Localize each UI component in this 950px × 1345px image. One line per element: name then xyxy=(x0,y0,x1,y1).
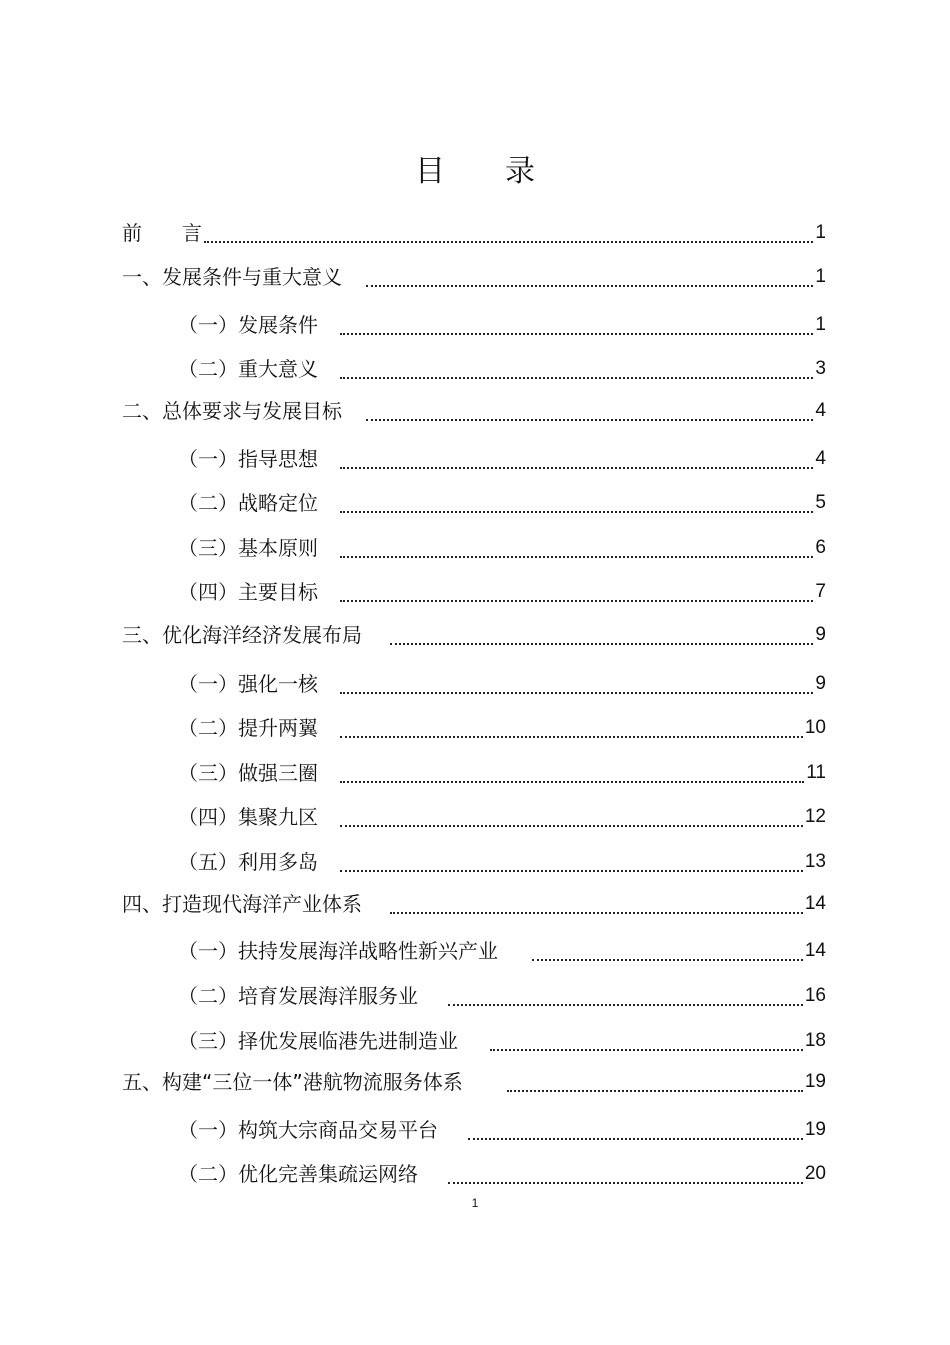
toc-entry-page: 5 xyxy=(815,492,826,513)
toc-leader-dots xyxy=(340,803,803,831)
toc-leader-dots xyxy=(340,489,813,517)
page-title: 目录 xyxy=(415,154,595,189)
toc-entry-label: （四）主要目标 xyxy=(178,580,318,604)
toc-entry-page: 3 xyxy=(815,358,826,379)
toc-entry-label: （一）指导思想 xyxy=(178,447,318,471)
toc-leader-dots xyxy=(340,670,813,698)
toc-entry-page: 9 xyxy=(815,624,826,645)
toc-entry-label: （一）强化一核 xyxy=(178,672,318,696)
toc-entry[interactable] xyxy=(178,311,826,339)
toc-entry-page: 19 xyxy=(804,1119,826,1140)
toc-entry-page: 11 xyxy=(806,762,826,783)
toc-entry-label: （三）做强三圈 xyxy=(178,761,318,785)
toc-entry[interactable] xyxy=(122,890,826,918)
toc-leader-dots xyxy=(390,890,803,918)
toc-leader-dots xyxy=(340,714,803,742)
toc-leader-dots xyxy=(340,848,803,876)
toc-leader-dots xyxy=(448,982,803,1010)
toc-entry-label: 三、优化海洋经济发展布局 xyxy=(122,623,362,647)
toc-entry-page: 14 xyxy=(804,940,826,961)
toc-entry[interactable] xyxy=(178,355,826,383)
toc-leader-dots xyxy=(340,311,813,339)
toc-entry-label: 二、总体要求与发展目标 xyxy=(122,399,342,423)
toc-entry-page: 20 xyxy=(804,1163,826,1184)
toc-entry[interactable] xyxy=(178,578,826,606)
toc-entry[interactable] xyxy=(178,982,826,1010)
toc-entry[interactable] xyxy=(178,1027,826,1055)
toc-entry-label: （三）基本原则 xyxy=(178,536,318,560)
toc-leader-dots xyxy=(532,937,803,965)
toc-entry-page: 14 xyxy=(804,893,826,914)
toc-entry-label: 一、发展条件与重大意义 xyxy=(122,265,342,289)
toc-entry[interactable] xyxy=(178,670,826,698)
toc-entry[interactable] xyxy=(178,937,826,965)
toc-leader-dots xyxy=(204,219,813,247)
toc-entry-label: 四、打造现代海洋产业体系 xyxy=(122,892,362,916)
toc-leader-dots xyxy=(340,445,813,473)
toc-entry[interactable] xyxy=(122,263,826,291)
toc-entry[interactable] xyxy=(178,1160,826,1188)
toc-entry-page: 6 xyxy=(815,537,826,558)
toc-entry-page: 1 xyxy=(815,222,826,243)
toc-leader-dots xyxy=(340,578,813,606)
toc-entry-label: （一）发展条件 xyxy=(178,313,318,337)
toc-entry-page: 13 xyxy=(804,851,826,872)
toc-entry-label: （五）利用多岛 xyxy=(178,850,318,874)
toc-entry[interactable] xyxy=(178,445,826,473)
toc-entry[interactable] xyxy=(122,1068,826,1096)
toc-entry[interactable] xyxy=(178,1116,826,1144)
toc-entry[interactable] xyxy=(122,219,826,247)
toc-leader-dots xyxy=(490,1027,803,1055)
toc-entry-page: 4 xyxy=(815,448,826,469)
toc-entry[interactable] xyxy=(178,803,826,831)
toc-leader-dots xyxy=(448,1160,803,1188)
toc-entry[interactable] xyxy=(122,397,826,425)
toc-entry[interactable] xyxy=(178,534,826,562)
toc-entry-label: （二）提升两翼 xyxy=(178,716,318,740)
toc-leader-dots xyxy=(507,1068,803,1096)
toc-leader-dots xyxy=(468,1116,803,1144)
toc-entry-page: 12 xyxy=(804,806,826,827)
page-number: 1 xyxy=(471,1196,479,1210)
toc-entry-label: 前 言 xyxy=(122,221,202,245)
toc-entry[interactable] xyxy=(178,759,826,787)
toc-entry[interactable] xyxy=(122,621,826,649)
toc-entry[interactable] xyxy=(178,714,826,742)
toc-entry-label: （二）优化完善集疏运网络 xyxy=(178,1162,418,1186)
toc-entry-label: （二）培育发展海洋服务业 xyxy=(178,984,418,1008)
toc-entry[interactable] xyxy=(178,848,826,876)
toc-leader-dots xyxy=(340,355,813,383)
toc-entry-page: 1 xyxy=(815,266,826,287)
toc-entry-label: （一）构筑大宗商品交易平台 xyxy=(178,1118,438,1142)
toc-leader-dots xyxy=(340,759,804,787)
toc-entry-page: 1 xyxy=(815,314,826,335)
toc-entry-label: （二）重大意义 xyxy=(178,357,318,381)
toc-entry-page: 19 xyxy=(804,1071,826,1092)
toc-entry-page: 9 xyxy=(815,673,826,694)
toc-entry-label: （一）扶持发展海洋战略性新兴产业 xyxy=(178,939,498,963)
toc-entry[interactable] xyxy=(178,489,826,517)
toc-entry-label: （三）择优发展临港先进制造业 xyxy=(178,1029,458,1053)
toc-leader-dots xyxy=(390,621,813,649)
toc-entry-page: 4 xyxy=(815,400,826,421)
toc-leader-dots xyxy=(340,534,813,562)
toc-entry-label: （四）集聚九区 xyxy=(178,805,318,829)
toc-entry-page: 16 xyxy=(804,985,826,1006)
toc-entry-label: （二）战略定位 xyxy=(178,491,318,515)
toc-leader-dots xyxy=(366,397,813,425)
toc-entry-page: 7 xyxy=(815,581,826,602)
toc-entry-label: 五、构建“三位一体”港航物流服务体系 xyxy=(122,1070,463,1094)
toc-entry-page: 10 xyxy=(804,717,826,738)
toc-entry-page: 18 xyxy=(804,1030,826,1051)
toc-leader-dots xyxy=(366,263,813,291)
